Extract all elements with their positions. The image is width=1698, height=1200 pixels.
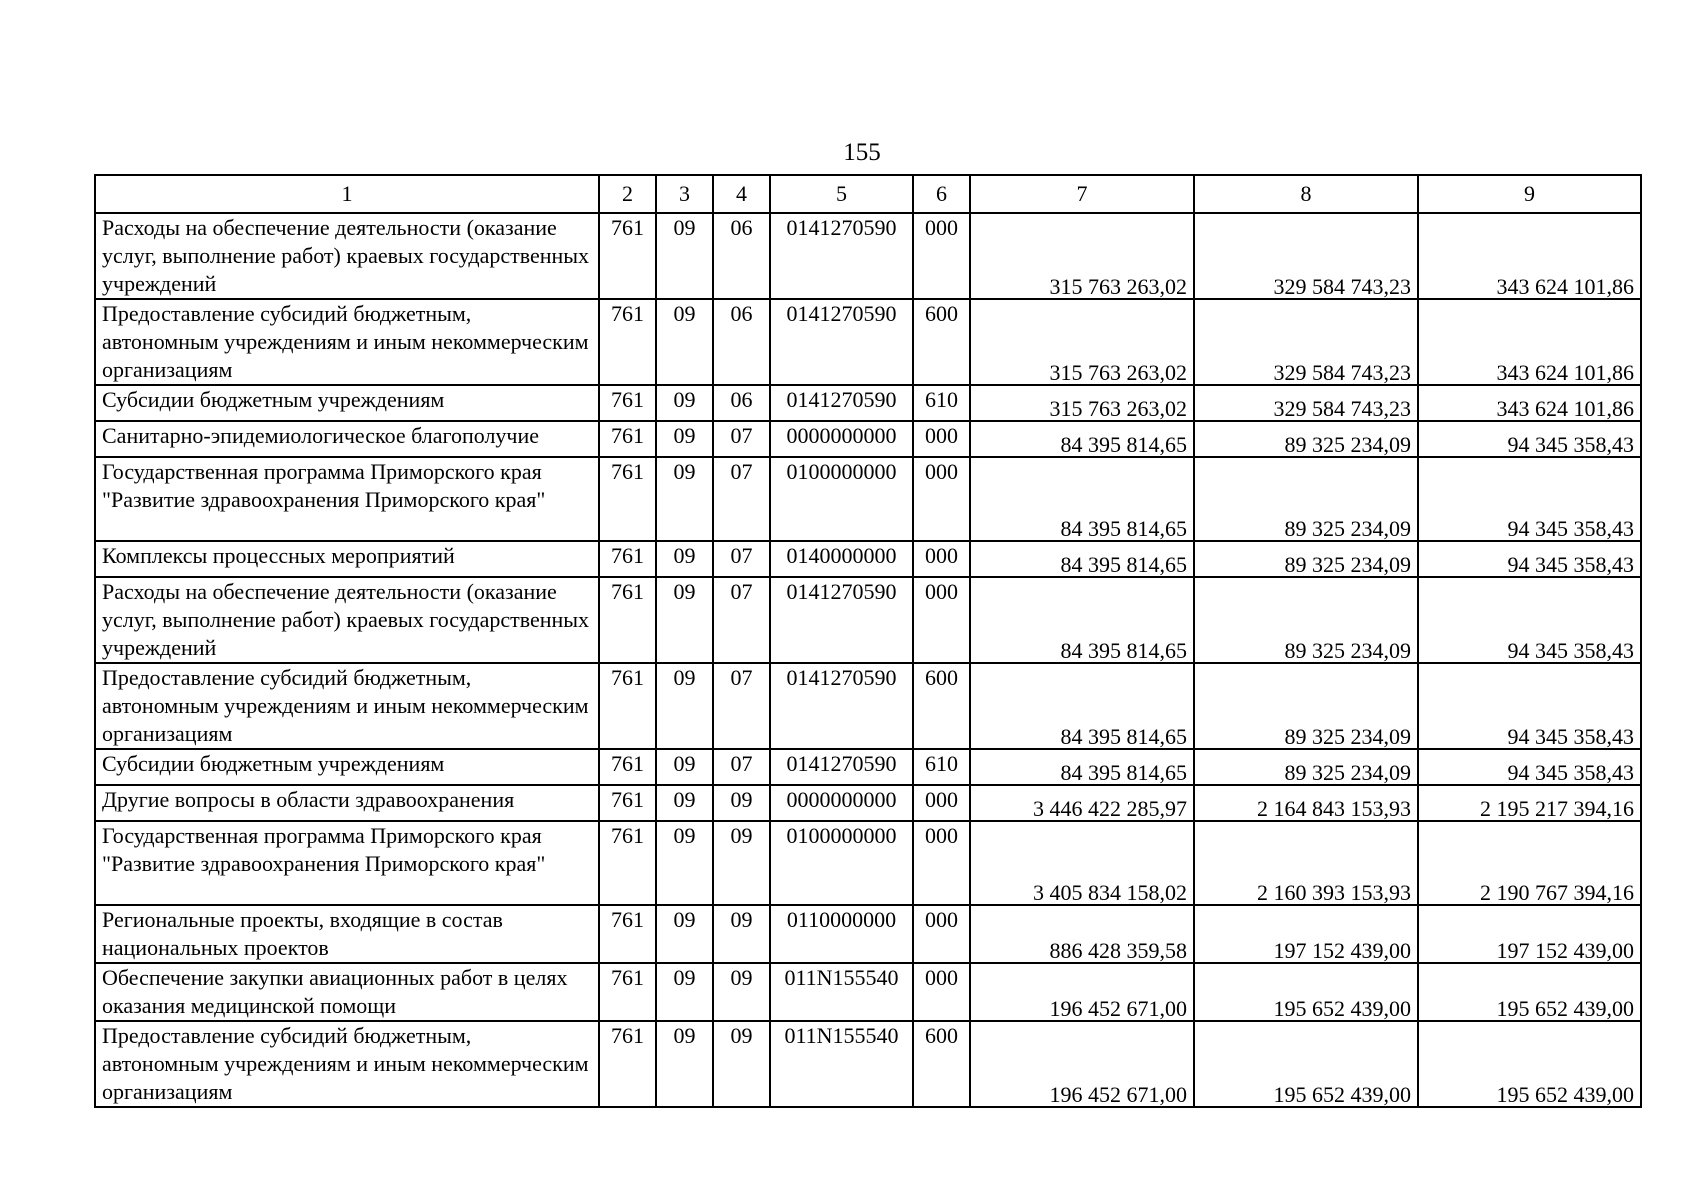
table-row <box>95 457 1641 541</box>
section-code-cell: 09 <box>656 663 713 749</box>
item-name-cell: Расходы на обеспечение деятельности (оказание услуг, выполнение работ) краевых государственных учреждений <box>95 577 599 663</box>
section-code-cell: 09 <box>656 785 713 821</box>
table-row <box>95 213 1641 299</box>
amount-col-7-cell <box>970 385 1194 421</box>
amount-col-7-value: 84 395 814,65 <box>1060 432 1187 457</box>
amount-col-7-cell <box>970 663 1194 749</box>
amount-col-7-cell <box>970 785 1194 821</box>
amount-col-9-cell <box>1418 905 1641 963</box>
admin-code-cell: 761 <box>599 299 656 385</box>
amount-col-8-value: 89 325 234,09 <box>1284 724 1411 749</box>
expense-type-cell: 600 <box>913 299 970 385</box>
item-name-cell: Государственная программа Приморского края "Развитие здравоохранения Приморского края" <box>95 457 599 541</box>
target-article-cell: 0100000000 <box>770 821 913 905</box>
amount-col-9-cell <box>1418 749 1641 785</box>
column-header-4: 4 <box>713 175 770 213</box>
amount-col-9-cell <box>1418 785 1641 821</box>
expense-type-cell: 000 <box>913 213 970 299</box>
amount-col-8-cell <box>1194 785 1418 821</box>
item-name-cell: Санитарно-эпидемиологическое благополучие <box>95 421 599 457</box>
table-row <box>95 577 1641 663</box>
amount-col-9-cell <box>1418 577 1641 663</box>
expense-type-cell: 000 <box>913 421 970 457</box>
amount-col-9-cell <box>1418 421 1641 457</box>
subsection-code-cell: 09 <box>713 905 770 963</box>
expense-type-cell: 000 <box>913 821 970 905</box>
amount-col-7-cell <box>970 1021 1194 1107</box>
table-row <box>95 421 1641 457</box>
table-body <box>95 175 1641 1107</box>
subsection-code-cell: 09 <box>713 1021 770 1107</box>
amount-col-7-value: 315 763 263,02 <box>1049 274 1187 299</box>
target-article-cell: 0110000000 <box>770 905 913 963</box>
table-row <box>95 749 1641 785</box>
admin-code-cell: 761 <box>599 577 656 663</box>
item-name-cell: Региональные проекты, входящие в состав национальных проектов <box>95 905 599 963</box>
amount-col-9-cell <box>1418 541 1641 577</box>
amount-col-8-cell <box>1194 749 1418 785</box>
expense-type-cell: 000 <box>913 905 970 963</box>
subsection-code-cell: 09 <box>713 821 770 905</box>
target-article-cell: 0141270590 <box>770 577 913 663</box>
amount-col-9-value: 94 345 358,43 <box>1507 552 1634 577</box>
amount-col-7-value: 196 452 671,00 <box>1049 996 1187 1021</box>
amount-col-8-cell <box>1194 299 1418 385</box>
column-header-8: 8 <box>1194 175 1418 213</box>
target-article-cell: 0141270590 <box>770 213 913 299</box>
target-article-cell: 0141270590 <box>770 749 913 785</box>
column-header-5: 5 <box>770 175 913 213</box>
target-article-cell: 011N155540 <box>770 1021 913 1107</box>
amount-col-9-cell <box>1418 299 1641 385</box>
amount-col-7-cell <box>970 457 1194 541</box>
table-row <box>95 541 1641 577</box>
amount-col-8-cell <box>1194 385 1418 421</box>
target-article-cell: 0141270590 <box>770 663 913 749</box>
amount-col-9-cell <box>1418 1021 1641 1107</box>
amount-col-9-cell <box>1418 457 1641 541</box>
amount-col-9-value: 195 652 439,00 <box>1496 996 1634 1021</box>
table-row <box>95 905 1641 963</box>
admin-code-cell: 761 <box>599 749 656 785</box>
amount-col-9-cell <box>1418 663 1641 749</box>
amount-col-8-cell <box>1194 905 1418 963</box>
target-article-cell: 0000000000 <box>770 421 913 457</box>
table-row <box>95 299 1641 385</box>
admin-code-cell: 761 <box>599 663 656 749</box>
amount-col-9-cell <box>1418 385 1641 421</box>
target-article-cell: 0141270590 <box>770 385 913 421</box>
amount-col-9-value: 94 345 358,43 <box>1507 760 1634 785</box>
amount-col-7-cell <box>970 213 1194 299</box>
column-header-1: 1 <box>95 175 599 213</box>
admin-code-cell: 761 <box>599 421 656 457</box>
amount-col-9-cell <box>1418 963 1641 1021</box>
page-number: 155 <box>843 139 881 166</box>
subsection-code-cell: 06 <box>713 299 770 385</box>
admin-code-cell: 761 <box>599 213 656 299</box>
amount-col-7-value: 3 405 834 158,02 <box>1033 880 1187 905</box>
section-code-cell: 09 <box>656 963 713 1021</box>
item-name-cell: Предоставление субсидий бюджетным, автономным учреждениям и иным некоммерческим организациям <box>95 1021 599 1107</box>
column-header-7: 7 <box>970 175 1194 213</box>
amount-col-7-value: 886 428 359,58 <box>1049 938 1187 963</box>
amount-col-7-cell <box>970 821 1194 905</box>
amount-col-7-cell <box>970 905 1194 963</box>
amount-col-8-value: 197 152 439,00 <box>1273 938 1411 963</box>
expense-type-cell: 000 <box>913 457 970 541</box>
amount-col-7-value: 196 452 671,00 <box>1049 1082 1187 1107</box>
subsection-code-cell: 07 <box>713 749 770 785</box>
amount-col-8-cell <box>1194 541 1418 577</box>
amount-col-8-value: 2 160 393 153,93 <box>1257 880 1411 905</box>
subsection-code-cell: 07 <box>713 457 770 541</box>
subsection-code-cell: 07 <box>713 421 770 457</box>
section-code-cell: 09 <box>656 541 713 577</box>
section-code-cell: 09 <box>656 577 713 663</box>
amount-col-7-cell <box>970 963 1194 1021</box>
item-name-cell: Комплексы процессных мероприятий <box>95 541 599 577</box>
section-code-cell: 09 <box>656 749 713 785</box>
column-header-9: 9 <box>1418 175 1641 213</box>
subsection-code-cell: 07 <box>713 663 770 749</box>
amount-col-8-value: 89 325 234,09 <box>1284 516 1411 541</box>
amount-col-7-cell <box>970 749 1194 785</box>
column-header-6: 6 <box>913 175 970 213</box>
admin-code-cell: 761 <box>599 905 656 963</box>
amount-col-9-value: 94 345 358,43 <box>1507 516 1634 541</box>
amount-col-7-cell <box>970 421 1194 457</box>
amount-col-9-value: 197 152 439,00 <box>1496 938 1634 963</box>
expense-type-cell: 000 <box>913 963 970 1021</box>
amount-col-9-value: 94 345 358,43 <box>1507 432 1634 457</box>
column-header-2: 2 <box>599 175 656 213</box>
amount-col-8-cell <box>1194 457 1418 541</box>
amount-col-8-cell <box>1194 663 1418 749</box>
expense-type-cell: 000 <box>913 577 970 663</box>
subsection-code-cell: 07 <box>713 541 770 577</box>
target-article-cell: 0140000000 <box>770 541 913 577</box>
amount-col-9-cell <box>1418 821 1641 905</box>
amount-col-9-value: 94 345 358,43 <box>1507 638 1634 663</box>
amount-col-9-value: 195 652 439,00 <box>1496 1082 1634 1107</box>
amount-col-8-value: 195 652 439,00 <box>1273 1082 1411 1107</box>
amount-col-8-value: 89 325 234,09 <box>1284 432 1411 457</box>
subsection-code-cell: 09 <box>713 963 770 1021</box>
amount-col-8-value: 329 584 743,23 <box>1273 274 1411 299</box>
item-name-cell: Предоставление субсидий бюджетным, автономным учреждениям и иным некоммерческим организациям <box>95 299 599 385</box>
expense-type-cell: 610 <box>913 749 970 785</box>
amount-col-7-cell <box>970 577 1194 663</box>
amount-col-8-value: 89 325 234,09 <box>1284 552 1411 577</box>
amount-col-9-value: 2 195 217 394,16 <box>1480 796 1634 821</box>
section-code-cell: 09 <box>656 385 713 421</box>
budget-table <box>94 174 1642 1108</box>
amount-col-8-value: 89 325 234,09 <box>1284 638 1411 663</box>
amount-col-8-cell <box>1194 963 1418 1021</box>
table-row <box>95 963 1641 1021</box>
section-code-cell: 09 <box>656 213 713 299</box>
amount-col-9-value: 2 190 767 394,16 <box>1480 880 1634 905</box>
amount-col-9-value: 343 624 101,86 <box>1496 360 1634 385</box>
section-code-cell: 09 <box>656 299 713 385</box>
admin-code-cell: 761 <box>599 541 656 577</box>
section-code-cell: 09 <box>656 905 713 963</box>
amount-col-8-value: 89 325 234,09 <box>1284 760 1411 785</box>
admin-code-cell: 761 <box>599 457 656 541</box>
item-name-cell: Субсидии бюджетным учреждениям <box>95 749 599 785</box>
amount-col-9-cell <box>1418 213 1641 299</box>
subsection-code-cell: 07 <box>713 577 770 663</box>
item-name-cell: Другие вопросы в области здравоохранения <box>95 785 599 821</box>
admin-code-cell: 761 <box>599 785 656 821</box>
section-code-cell: 09 <box>656 421 713 457</box>
amount-col-8-value: 329 584 743,23 <box>1273 396 1411 421</box>
table-row <box>95 821 1641 905</box>
item-name-cell: Государственная программа Приморского края "Развитие здравоохранения Приморского края" <box>95 821 599 905</box>
amount-col-7-value: 3 446 422 285,97 <box>1033 796 1187 821</box>
item-name-cell: Субсидии бюджетным учреждениям <box>95 385 599 421</box>
amount-col-8-value: 329 584 743,23 <box>1273 360 1411 385</box>
item-name-cell: Расходы на обеспечение деятельности (оказание услуг, выполнение работ) краевых государственных учреждений <box>95 213 599 299</box>
amount-col-8-cell <box>1194 421 1418 457</box>
admin-code-cell: 761 <box>599 385 656 421</box>
expense-type-cell: 600 <box>913 663 970 749</box>
table-row <box>95 663 1641 749</box>
admin-code-cell: 761 <box>599 963 656 1021</box>
amount-col-7-value: 84 395 814,65 <box>1060 552 1187 577</box>
amount-col-7-value: 84 395 814,65 <box>1060 724 1187 749</box>
target-article-cell: 0141270590 <box>770 299 913 385</box>
amount-col-7-value: 315 763 263,02 <box>1049 360 1187 385</box>
amount-col-8-value: 195 652 439,00 <box>1273 996 1411 1021</box>
section-code-cell: 09 <box>656 1021 713 1107</box>
amount-col-8-cell <box>1194 577 1418 663</box>
expense-type-cell: 610 <box>913 385 970 421</box>
subsection-code-cell: 06 <box>713 385 770 421</box>
amount-col-7-cell <box>970 541 1194 577</box>
item-name-cell: Предоставление субсидий бюджетным, автономным учреждениям и иным некоммерческим организациям <box>95 663 599 749</box>
table-row <box>95 785 1641 821</box>
table-row <box>95 385 1641 421</box>
amount-col-7-cell <box>970 299 1194 385</box>
amount-col-7-value: 84 395 814,65 <box>1060 638 1187 663</box>
subsection-code-cell: 06 <box>713 213 770 299</box>
expense-type-cell: 600 <box>913 1021 970 1107</box>
amount-col-9-value: 343 624 101,86 <box>1496 396 1634 421</box>
target-article-cell: 0100000000 <box>770 457 913 541</box>
amount-col-8-cell <box>1194 821 1418 905</box>
target-article-cell: 0000000000 <box>770 785 913 821</box>
section-code-cell: 09 <box>656 821 713 905</box>
subsection-code-cell: 09 <box>713 785 770 821</box>
target-article-cell: 011N155540 <box>770 963 913 1021</box>
item-name-cell: Обеспечение закупки авиационных работ в целях оказания медицинской помощи <box>95 963 599 1021</box>
admin-code-cell: 761 <box>599 821 656 905</box>
amount-col-8-cell <box>1194 1021 1418 1107</box>
amount-col-8-value: 2 164 843 153,93 <box>1257 796 1411 821</box>
amount-col-7-value: 315 763 263,02 <box>1049 396 1187 421</box>
amount-col-7-value: 84 395 814,65 <box>1060 760 1187 785</box>
column-header-3: 3 <box>656 175 713 213</box>
expense-type-cell: 000 <box>913 541 970 577</box>
expense-type-cell: 000 <box>913 785 970 821</box>
admin-code-cell: 761 <box>599 1021 656 1107</box>
table-row <box>95 1021 1641 1107</box>
amount-col-7-value: 84 395 814,65 <box>1060 516 1187 541</box>
header-row <box>95 175 1641 213</box>
amount-col-9-value: 94 345 358,43 <box>1507 724 1634 749</box>
amount-col-9-value: 343 624 101,86 <box>1496 274 1634 299</box>
section-code-cell: 09 <box>656 457 713 541</box>
amount-col-8-cell <box>1194 213 1418 299</box>
